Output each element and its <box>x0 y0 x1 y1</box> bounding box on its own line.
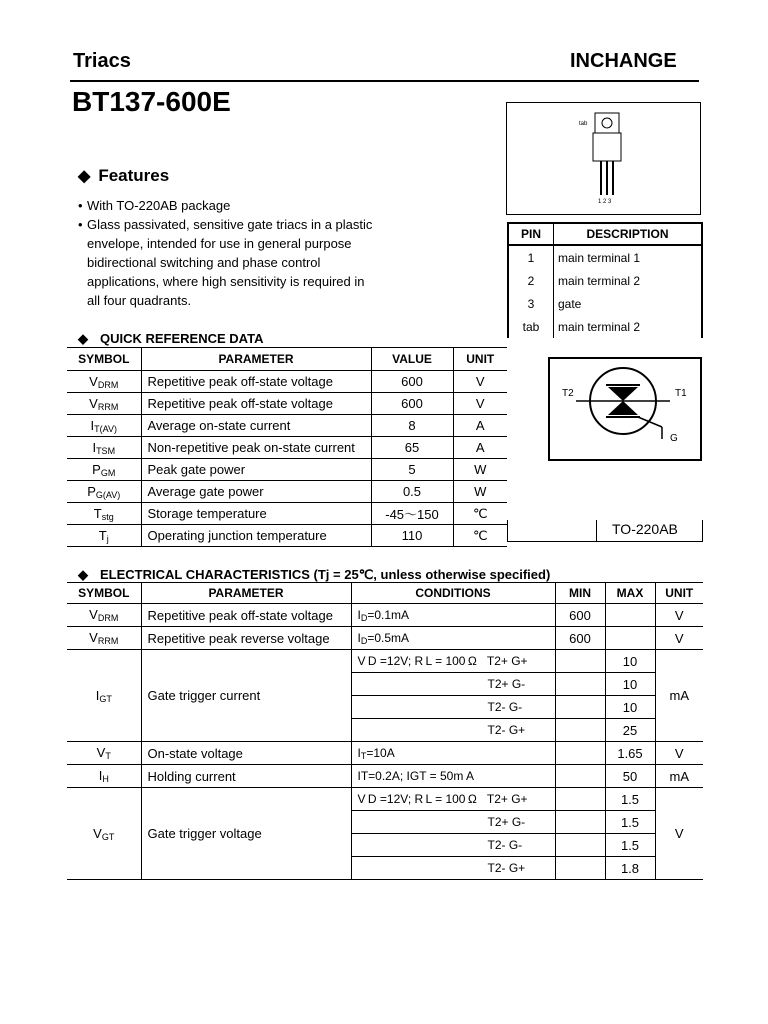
symbol-cell: $T_{stg}$ <box>67 503 141 525</box>
min-cell <box>555 719 605 742</box>
min-cell <box>555 742 605 765</box>
table-header: UNIT <box>655 583 703 604</box>
list-item: • Glass passivated, sensitive gate triacs in a plastic envelope, intended for use in general purpose bidirectional switching and phase control applications, where high sensitivity is required in all four quadrants. <box>78 215 378 310</box>
symbol-cell: $V_{DRM}$ <box>67 604 141 627</box>
parameter-cell: Operating junction temperature <box>141 525 371 547</box>
min-cell <box>555 857 605 880</box>
table-row <box>67 788 703 811</box>
min-cell <box>555 834 605 857</box>
table-row <box>67 742 703 765</box>
symbol-cell: $I_H$ <box>67 765 141 788</box>
conditions-cell: $I_D=0.5mA$ <box>351 627 555 650</box>
t2-label: T2 <box>562 388 574 399</box>
parameter-cell: Storage temperature <box>141 503 371 525</box>
features-list <box>78 196 378 310</box>
conditions-cell: $I_T=10A$ <box>351 742 555 765</box>
min-cell <box>555 650 605 673</box>
table-row: tab main terminal 2 <box>508 315 702 338</box>
table-row: 1 main terminal 1 <box>508 245 702 269</box>
min-cell <box>555 673 605 696</box>
parameter-cell: Repetitive peak off-state voltage <box>141 371 371 393</box>
table-header: SYMBOL <box>67 583 141 604</box>
unit-cell: ℃ <box>453 525 507 547</box>
table-row <box>67 765 703 788</box>
table-row <box>67 481 507 503</box>
diamond-icon: ◆ <box>78 168 91 185</box>
features-title: ◆ Features <box>78 166 170 185</box>
header-rule <box>70 80 699 82</box>
table-header: PARAMETER <box>141 348 371 371</box>
table-row <box>67 627 703 650</box>
t1-label: T1 <box>675 388 687 399</box>
table-row <box>67 437 507 459</box>
electrical-characteristics-title: ◆ ELECTRICAL CHARACTERISTICS (Tj = 25℃, unless otherwise specified) <box>78 567 551 582</box>
parameter-cell: On-state voltage <box>141 742 351 765</box>
table-header: SYMBOL <box>67 348 141 371</box>
max-cell: 10 <box>605 696 655 719</box>
table-header: MIN <box>555 583 605 604</box>
conditions-cell: T2- G+ <box>351 857 555 880</box>
conditions-cell: T2+ G- <box>351 811 555 834</box>
symbol-cell: $V_{GT}$ <box>67 788 141 880</box>
diamond-icon: ◆ <box>78 567 88 582</box>
brand-label: INCHANGE <box>570 50 677 72</box>
unit-cell: V <box>655 742 703 765</box>
min-cell <box>555 788 605 811</box>
conditions-cell: T2- G+ <box>351 719 555 742</box>
parameter-cell: Average on-state current <box>141 415 371 437</box>
package-figure <box>506 102 701 215</box>
max-cell: 1.65 <box>605 742 655 765</box>
table-row <box>67 459 507 481</box>
conditions-cell: $I_D=0.1mA$ <box>351 604 555 627</box>
parameter-cell: Non-repetitive peak on-state current <box>141 437 371 459</box>
table-row <box>67 393 507 415</box>
pin-table <box>507 222 703 338</box>
max-cell: 1.5 <box>605 834 655 857</box>
max-cell <box>605 604 655 627</box>
diamond-icon: ◆ <box>78 331 88 346</box>
table-header: UNIT <box>453 348 507 371</box>
value-cell: 600 <box>371 393 453 415</box>
table-header: PARAMETER <box>141 583 351 604</box>
unit-cell: V <box>655 604 703 627</box>
max-cell: 1.8 <box>605 857 655 880</box>
table-row <box>67 604 703 627</box>
list-item: • With TO-220AB package <box>78 196 378 215</box>
electrical-characteristics-table <box>67 582 703 880</box>
conditions-cell: IT=0.2A; IGT = 50m A <box>351 765 555 788</box>
table-row <box>67 371 507 393</box>
value-cell: 65 <box>371 437 453 459</box>
unit-cell: V <box>453 371 507 393</box>
value-cell: 0.5 <box>371 481 453 503</box>
min-cell <box>555 765 605 788</box>
min-cell <box>555 811 605 834</box>
symbol-cell: $T_j$ <box>67 525 141 547</box>
parameter-cell: Holding current <box>141 765 351 788</box>
quick-reference-title: ◆ QUICK REFERENCE DATA <box>78 331 264 346</box>
parameter-cell: Repetitive peak reverse voltage <box>141 627 351 650</box>
quick-reference-table <box>67 347 507 547</box>
symbol-cell: $I_{TSM}$ <box>67 437 141 459</box>
unit-cell: W <box>453 459 507 481</box>
unit-cell: mA <box>655 765 703 788</box>
max-cell: 1.5 <box>605 811 655 834</box>
g-label: G <box>670 433 678 444</box>
max-cell: 25 <box>605 719 655 742</box>
symbol-cell: $I_{T(AV)}$ <box>67 415 141 437</box>
conditions-cell: V D =12V; R L = 100 Ω T2+ G+ <box>351 650 555 673</box>
max-cell: 10 <box>605 650 655 673</box>
min-cell: 600 <box>555 604 605 627</box>
symbol-cell: $I_{GT}$ <box>67 650 141 742</box>
table-row: 3 gate <box>508 292 702 315</box>
conditions-cell: T2+ G- <box>351 673 555 696</box>
unit-cell: A <box>453 437 507 459</box>
min-cell: 600 <box>555 627 605 650</box>
conditions-cell: T2- G- <box>351 696 555 719</box>
min-cell <box>555 696 605 719</box>
table-header: DESCRIPTION <box>554 223 703 245</box>
table-row <box>67 650 703 673</box>
parameter-cell: Gate trigger current <box>141 650 351 742</box>
triac-symbol-figure <box>548 357 702 461</box>
max-cell: 50 <box>605 765 655 788</box>
unit-cell: V <box>453 393 507 415</box>
symbol-cell: $V_{DRM}$ <box>67 371 141 393</box>
table-row: 2 main terminal 2 <box>508 269 702 292</box>
package-name-cell <box>507 520 703 542</box>
parameter-cell: Repetitive peak off-state voltage <box>141 604 351 627</box>
table-header: VALUE <box>371 348 453 371</box>
conditions-cell: V D =12V; R L = 100 Ω T2+ G+ <box>351 788 555 811</box>
parameter-cell: Repetitive peak off-state voltage <box>141 393 371 415</box>
symbol-cell: $V_T$ <box>67 742 141 765</box>
value-cell: 110 <box>371 525 453 547</box>
unit-cell: V <box>655 627 703 650</box>
value-cell: -45～150 <box>371 503 453 525</box>
pin-numbers: 1 2 3 <box>598 199 612 205</box>
unit-cell: ℃ <box>453 503 507 525</box>
tab-label: tab <box>579 121 588 127</box>
package-name: TO-220AB <box>612 521 678 537</box>
category-label: Triacs <box>73 50 131 72</box>
conditions-cell: T2- G- <box>351 834 555 857</box>
table-header: MAX <box>605 583 655 604</box>
max-cell <box>605 627 655 650</box>
max-cell: 10 <box>605 673 655 696</box>
table-row <box>67 503 507 525</box>
part-number: BT137-600E <box>72 86 231 117</box>
max-cell: 1.5 <box>605 788 655 811</box>
parameter-cell: Peak gate power <box>141 459 371 481</box>
symbol-cell: $P_{GM}$ <box>67 459 141 481</box>
value-cell: 5 <box>371 459 453 481</box>
parameter-cell: Average gate power <box>141 481 371 503</box>
table-row <box>67 525 507 547</box>
symbol-cell: $V_{RRM}$ <box>67 627 141 650</box>
unit-cell: V <box>655 788 703 880</box>
value-cell: 600 <box>371 371 453 393</box>
symbol-cell: $V_{RRM}$ <box>67 393 141 415</box>
triac-symbol-icon <box>550 359 700 459</box>
value-cell: 8 <box>371 415 453 437</box>
table-header: CONDITIONS <box>351 583 555 604</box>
unit-cell: A <box>453 415 507 437</box>
symbol-cell: $P_{G(AV)}$ <box>67 481 141 503</box>
to220-package-icon <box>507 103 700 214</box>
unit-cell: mA <box>655 650 703 742</box>
parameter-cell: Gate trigger voltage <box>141 788 351 880</box>
table-row <box>67 415 507 437</box>
table-header: PIN <box>508 223 554 245</box>
unit-cell: W <box>453 481 507 503</box>
